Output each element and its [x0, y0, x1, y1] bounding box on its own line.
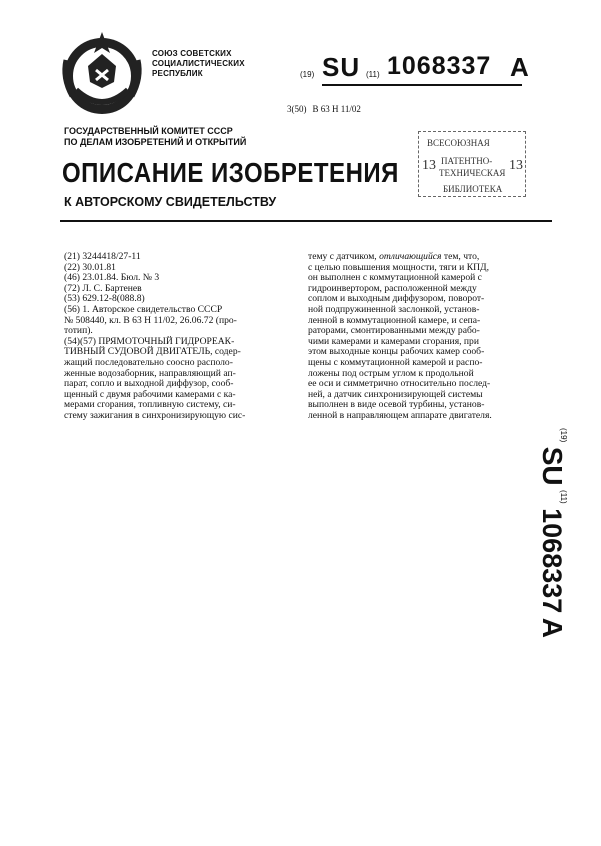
claim-column	[308, 252, 530, 422]
stamp-line-4: БИБЛИОТЕКА	[443, 184, 503, 194]
library-stamp	[418, 131, 526, 197]
header-rule	[60, 220, 552, 222]
spine-text	[536, 428, 568, 638]
claim-line: он выполнен с коммутационной камерой с	[308, 272, 482, 284]
code-19: (19)	[300, 70, 315, 79]
claim-line: ложены под острым углом к продольной	[308, 367, 474, 379]
abstract-line: жащий последовательно соосно располо-	[64, 356, 233, 368]
document-title: ОПИСАНИЕ ИЗОБРЕТЕНИЯ	[62, 158, 399, 190]
abstract-line: стему зажигания в синхронизирующую сис-	[64, 409, 246, 421]
patent-number: 1068337	[387, 52, 492, 80]
abstract-line: щенный с двумя рабочими камерами с ка-	[64, 388, 236, 400]
spine-patent-number	[516, 428, 576, 678]
abstract-line: мерами сгорания, топливную систему, си-	[64, 399, 236, 411]
claim-line: этом выходные концы рабочих камер сооб-	[308, 346, 485, 358]
biblio-line: (22) 30.01.81	[64, 261, 116, 273]
claim-line: гидроинвертором, расположенной между	[308, 282, 477, 294]
claim-line: с целью повышения мощности, тяги и КПД,	[308, 261, 489, 273]
claim-text: тему с датчиком,	[308, 251, 380, 262]
claim-line: ней, а датчик синхронизирующей системы	[308, 388, 483, 400]
biblio-line: тотип).	[64, 325, 93, 337]
claim-emphasis: отличающийся	[379, 251, 442, 262]
committee-caption	[64, 126, 246, 148]
committee-line-2: ПО ДЕЛАМ ИЗОБРЕТЕНИЙ И ОТКРЫТИЙ	[64, 137, 247, 147]
ussr-line-2: СОЦИАЛИСТИЧЕСКИХ	[152, 59, 245, 68]
biblio-line: (53) 629.12-8(088.8)	[64, 293, 145, 305]
ussr-line-3: РЕСПУБЛИК	[152, 69, 203, 78]
abstract-line-0: содер-	[212, 346, 241, 358]
committee-line-1: ГОСУДАРСТВЕННЫЙ КОМИТЕТ СССР	[64, 126, 233, 136]
biblio-line: (46) 23.01.84. Бюл. № 3	[64, 272, 160, 284]
spine-kind: A	[537, 617, 568, 638]
stamp-num-right: 13	[509, 158, 523, 173]
biblio-line: (21) 3244418/27-11	[64, 251, 141, 262]
claim-line: раторами, смонтированными между рабо-	[308, 325, 480, 337]
stamp-num-left: 13	[422, 158, 436, 173]
claim-text: тем, что,	[441, 251, 480, 262]
abstract-line: парат, сопло и выходной диффузор, сооб-	[64, 378, 234, 390]
ussr-caption	[152, 49, 245, 79]
biblio-line: № 508440, кл. В 63 Н 11/02, 26.06.72 (про-	[64, 314, 237, 326]
abstract-line: женные водозаборник, направляющий ап-	[64, 367, 236, 379]
stamp-line-2: ПАТЕНТНО-	[441, 156, 493, 166]
ussr-line-1: СОЮЗ СОВЕТСКИХ	[152, 49, 232, 58]
bibliographic-column	[64, 252, 294, 422]
abstract-title-2: ТИВНЫЙ СУДОВОЙ ДВИГАТЕЛЬ,	[64, 346, 213, 358]
claim-line: ленной в направляющем аппарате двигателя.	[308, 409, 492, 421]
document-subtitle: К АВТОРСКОМУ СВИДЕТЕЛЬСТВУ	[64, 195, 277, 209]
spine-code-19: (19)	[559, 428, 568, 443]
claim-line: выполнен в виде осевой турбины, установ-	[308, 399, 485, 411]
kind-code: A	[510, 52, 529, 82]
claim-line: ленной в коммутационной камере, и сепа-	[308, 314, 481, 326]
claim-line: чими камерами и камерами сгорания, при	[308, 335, 479, 347]
country-code: SU	[322, 52, 361, 82]
abstract-title-1: (54)(57) ПРЯМОТОЧНЫЙ ГИДРОРЕАК-	[64, 335, 235, 347]
spine-country: SU	[537, 446, 568, 486]
biblio-line: (72) Л. С. Бартенев	[64, 282, 142, 294]
ipc-classification	[287, 104, 367, 114]
code-11: (11)	[366, 70, 380, 79]
claim-line: ее оси и симметрично относительно послед-	[308, 378, 491, 390]
patent-number-block	[300, 52, 530, 88]
spine-code-11: (11)	[559, 490, 568, 504]
claim-line: ной подпружиненной заслонкой, установ-	[308, 303, 480, 315]
biblio-line: (56) 1. Авторское свидетельство СССР	[64, 303, 223, 315]
ipc-class: В 63 Н 11/02	[312, 104, 361, 114]
claim-line: щены с коммутационной камерой и распо-	[308, 356, 483, 368]
stamp-line-3: ТЕХНИЧЕСКАЯ	[439, 168, 506, 178]
claim-line	[308, 252, 530, 263]
patent-underline	[322, 84, 522, 86]
ipc-code: 3(50)	[287, 104, 307, 114]
spine-number: 1068337	[537, 508, 567, 614]
claim-line: соплом и выходным диффузором, поворот-	[308, 293, 485, 305]
stamp-line-1: ВСЕСОЮЗНАЯ	[427, 138, 490, 148]
ussr-emblem-icon	[58, 30, 146, 118]
